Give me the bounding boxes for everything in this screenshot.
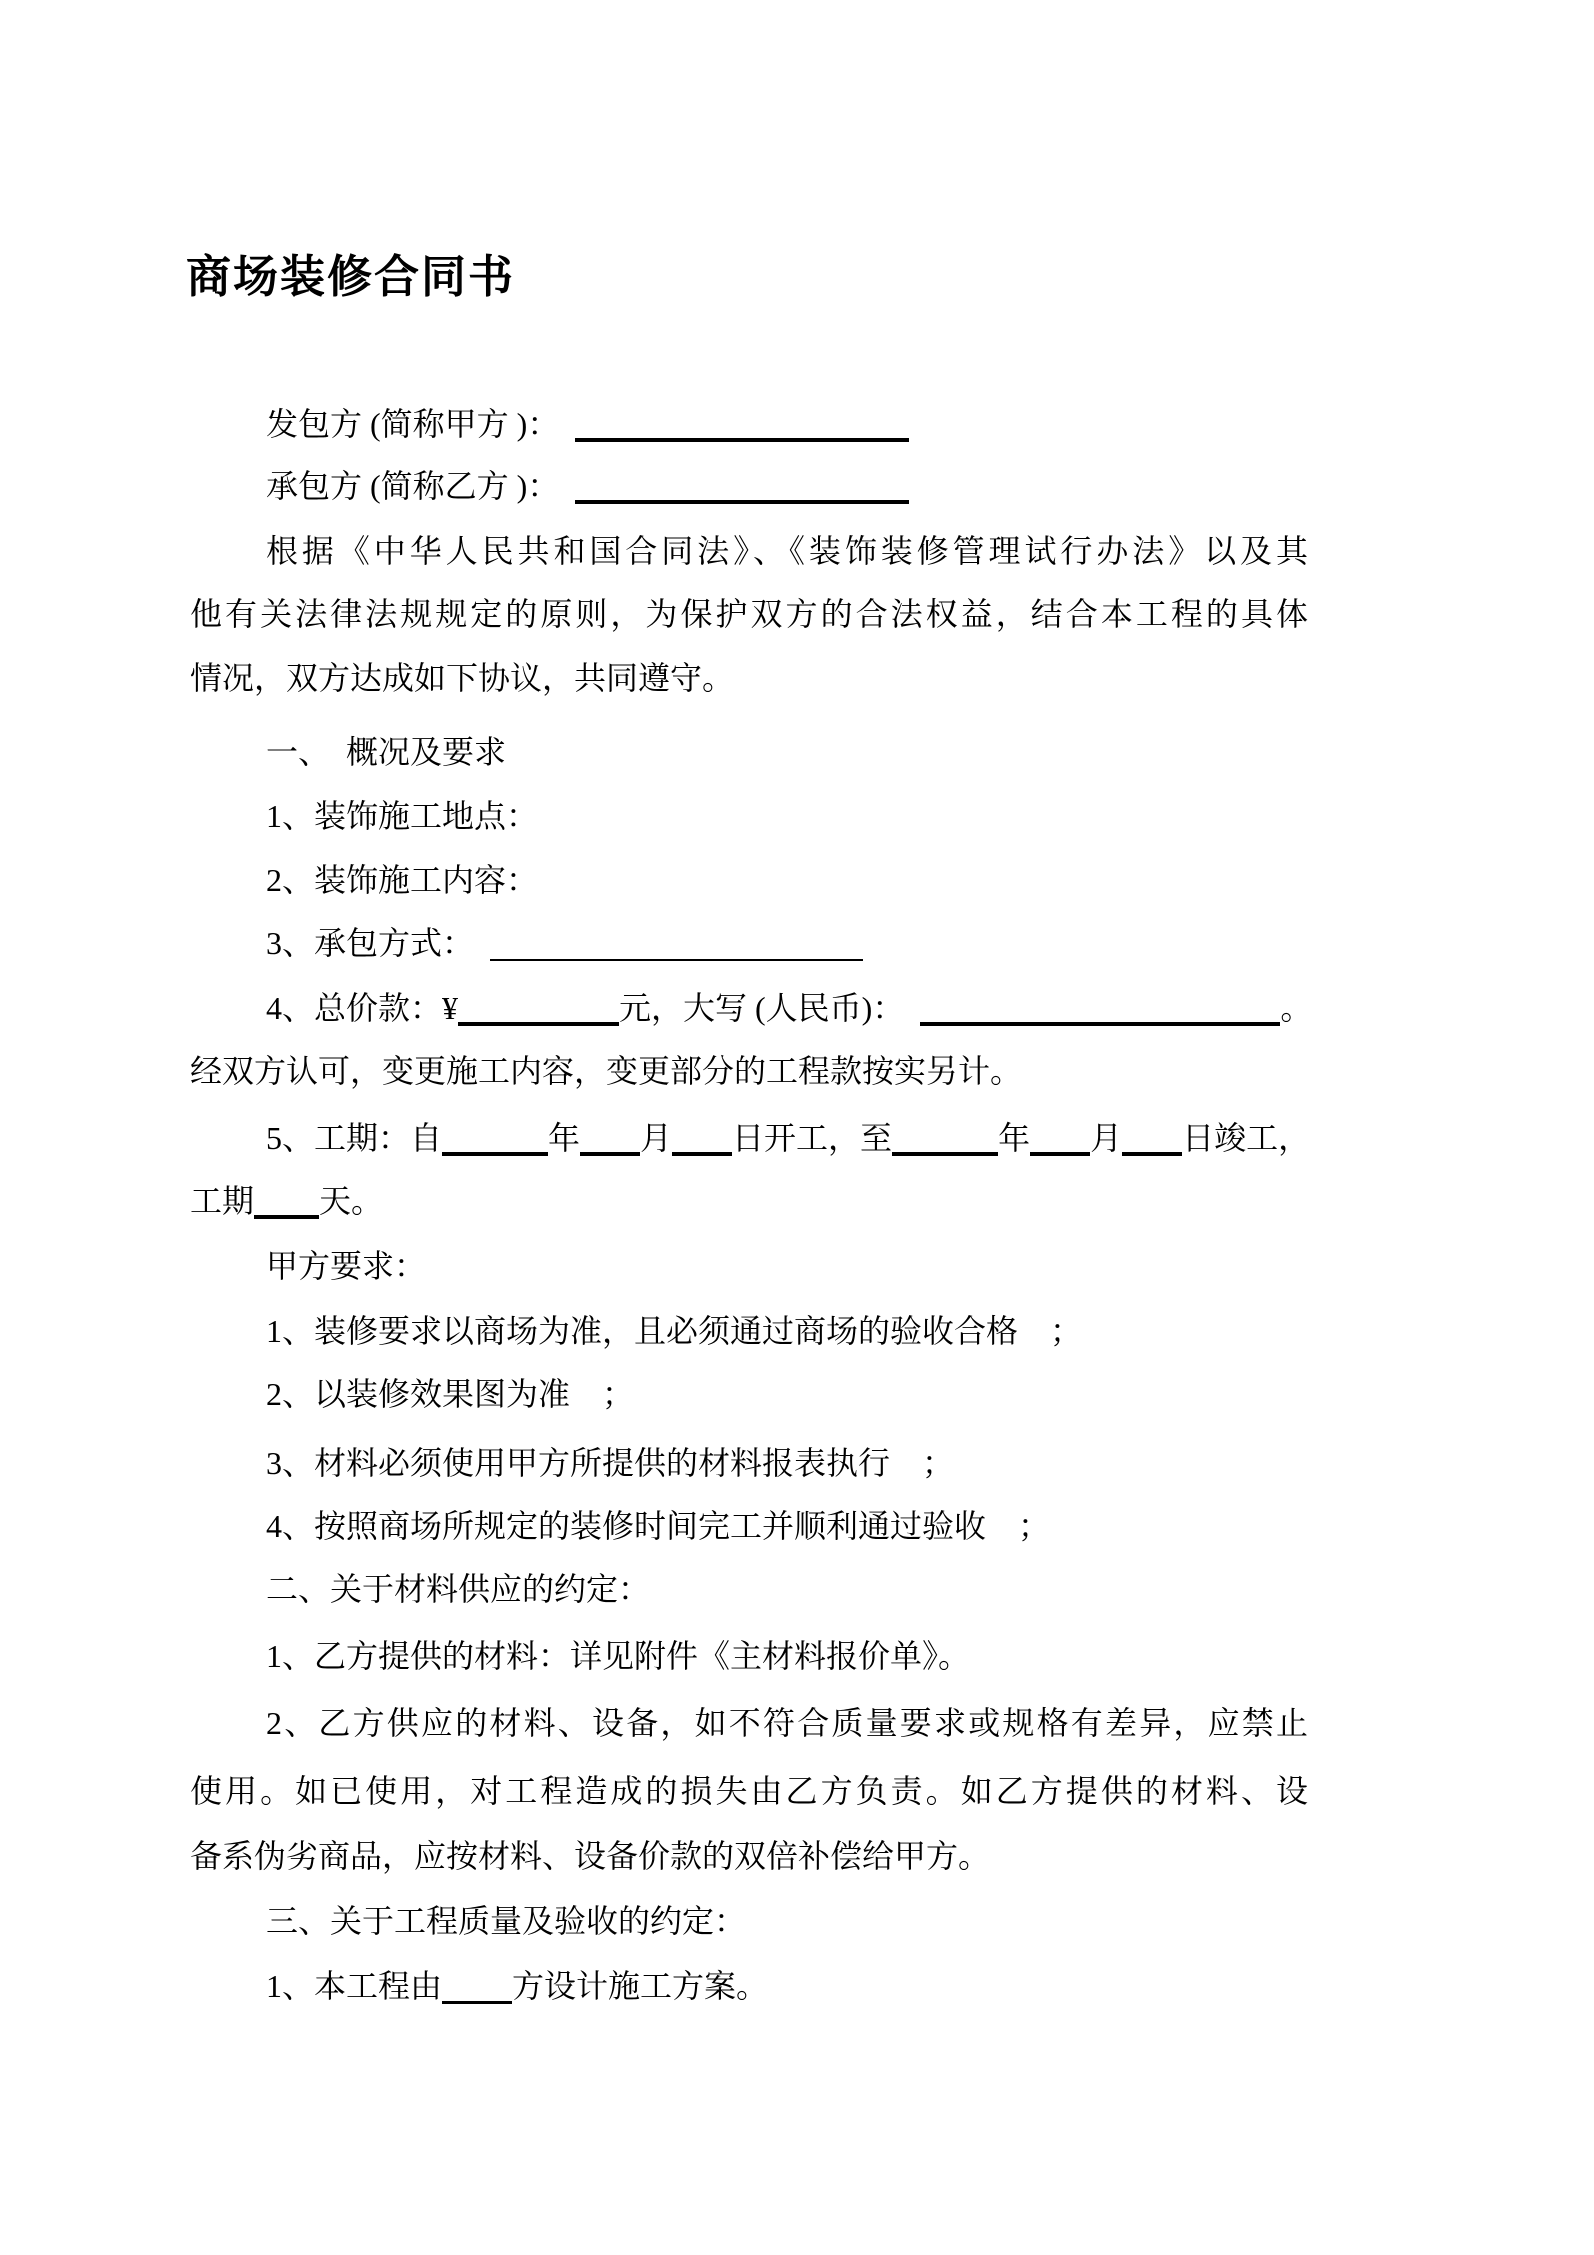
text-run: 1、装饰施工地点： [266,798,539,834]
document-line [190,402,1308,446]
text-run: 方设计施工方案。 [512,1968,769,2004]
text-run: 1、乙方提供的材料：详见附件《主材料报价单》。 [266,1638,971,1674]
document-line [190,1372,1308,1416]
text-run: 工期 [190,1183,255,1219]
text-run: 月 [1090,1120,1123,1156]
fill-in-blank [442,1967,512,2004]
document-line [190,1309,1308,1353]
fill-in-blank [575,404,909,442]
text-run: 三、关于工程质量及验收的约定： [266,1903,747,1939]
text-run: 根据《中华人民共和国合同法》、《装饰装修管理试行办法》以及其 [266,533,1308,569]
document-line [190,1049,1308,1093]
document-title: 商场装修合同书 [186,252,516,302]
fill-in-blank [1122,1118,1182,1156]
document-line [190,921,1308,965]
text-run: 日竣工， [1182,1120,1311,1156]
fill-in-blank [920,988,1280,1026]
text-run: 年 [998,1120,1031,1156]
text-run: 3、材料必须使用甲方所提供的材料报表执行 ； [266,1445,955,1481]
document-line [190,656,1308,700]
fill-in-blank [254,1181,319,1219]
fill-in-blank [1030,1118,1090,1156]
text-run: 元，大写 (人民币)： [619,990,921,1026]
fill-in-blank [442,1118,548,1156]
fill-in-blank [892,1118,998,1156]
document-line [190,464,1308,508]
document-line [190,1964,1308,2008]
text-run: 3、承包方式： [266,925,491,961]
text-run: 情况，双方达成如下协议，共同遵守。 [190,660,735,696]
text-run: 他有关法律法规规定的原则，为保护双方的合法权益，结合本工程的具体 [190,596,1308,632]
document-line [190,1244,1308,1288]
text-run: 2、乙方供应的材料、设备，如不符合质量要求或规格有差异，应禁止 [266,1705,1308,1741]
fill-in-blank [490,925,863,961]
document-line [190,986,1313,1030]
document-line [190,1441,1308,1485]
document-line [190,1179,1308,1223]
text-run: 5、工期：自 [266,1120,443,1156]
document-line [190,1634,1308,1678]
text-run: 。 [1280,990,1313,1026]
text-run: 承包方 (简称乙方 )： [266,468,576,504]
document-line [190,1567,1308,1611]
text-run: 经双方认可，变更施工内容，变更部分的工程款按实另计。 [190,1053,1023,1089]
text-run: 4、总价款：¥ [266,990,459,1026]
document-line [190,1701,1308,1745]
document-line [190,592,1308,636]
fill-in-blank [458,988,619,1026]
fill-in-blank [672,1118,732,1156]
document-line [190,529,1308,573]
text-run: 使用。如已使用，对工程造成的损失由乙方负责。如乙方提供的材料、设 [190,1773,1308,1809]
text-run: 备系伪劣商品，应按材料、设备价款的双倍补偿给甲方。 [190,1838,991,1874]
text-run: 日开工，至 [732,1120,893,1156]
text-run: 1、装修要求以商场为准，且必须通过商场的验收合格 ； [266,1313,1083,1349]
text-run: 月 [640,1120,673,1156]
text-run: 4、按照商场所规定的装修时间完工并顺利通过验收 ； [266,1508,1051,1544]
fill-in-blank [580,1118,640,1156]
document-line [190,1899,1308,1943]
document-line [190,858,1308,902]
document-line [190,794,1308,838]
text-run: 天。 [319,1183,384,1219]
document-line [190,1504,1308,1548]
text-run: 二、关于材料供应的约定： [266,1571,651,1607]
document-line [190,730,1308,774]
text-run: 一、 概况及要求 [266,734,507,770]
text-run: 2、装饰施工内容： [266,862,539,898]
text-run: 发包方 (简称甲方 )： [266,406,576,442]
text-run: 2、以装修效果图为准 ； [266,1376,635,1412]
document-line [190,1769,1308,1813]
fill-in-blank [575,466,909,504]
text-run: 甲方要求： [266,1248,427,1284]
document-line [190,1834,1308,1878]
text-run: 年 [548,1120,581,1156]
document-line [190,1116,1311,1160]
text-run: 1、本工程由 [266,1968,443,2004]
